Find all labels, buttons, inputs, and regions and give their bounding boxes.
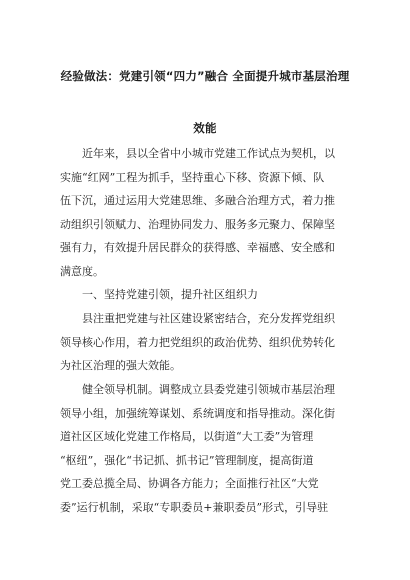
paragraph-leadership-mechanism [60,378,360,519]
paragraph-section-intro [60,307,360,378]
paragraph-intro [60,142,360,283]
paragraph-line: 满意度。 [60,264,104,278]
document-title-line-1: 经验做法：党建引领“四力”融合 全面提升城市基层治理 [60,69,350,83]
paragraph-line: “枢纽”，强化“书记抓、抓书记”管理制度，提高街道 [60,453,314,467]
paragraph-line: 伍下沉，通过运用大党建思维、多融合治理方式，着力推 [60,194,335,207]
paragraph-line: 县注重把党建与社区建设紧密结合，充分发挥党组织 [82,312,335,325]
paragraph-line: 健全领导机制。调整成立县委党建引领城市基层治理 [82,383,335,396]
paragraph-line: 党工委总揽全局、协调各方能力；全面推行社区“大党 [60,477,319,490]
paragraph-line: 委”运行机制，采取“专职委员+兼职委员”形式，引导驻 [60,500,329,514]
paragraph-line: 强有力，有效提升居民群众的获得感、幸福感、安全感和 [60,241,335,254]
paragraph-line: 实施“红网”工程为抓手，坚持重心下移、资源下倾、队 [60,170,325,184]
paragraph-line: 为社区治理的强大效能。 [60,359,181,372]
section-heading-text: 一、坚持党建引领，提升社区组织力 [82,288,258,301]
paragraph-line: 近年来，县以全省中小城市党建工作试点为契机，以 [82,147,335,160]
paragraph-line: 领导小组，加强统筹谋划、系统调度和指导推动。深化街 [60,406,335,420]
document-title-line-2: 效能 [193,121,217,135]
paragraph-line: 动组织引领赋力、治理协同发力、服务多元聚力、保障坚 [60,217,335,231]
paragraph-line: 领导核心作用，着力把党组织的政治优势、组织优势转化 [60,335,335,349]
section-heading [60,283,360,307]
paragraph-line: 道社区区域化党建工作格局，以街道“大工委”为管理 [60,430,314,443]
